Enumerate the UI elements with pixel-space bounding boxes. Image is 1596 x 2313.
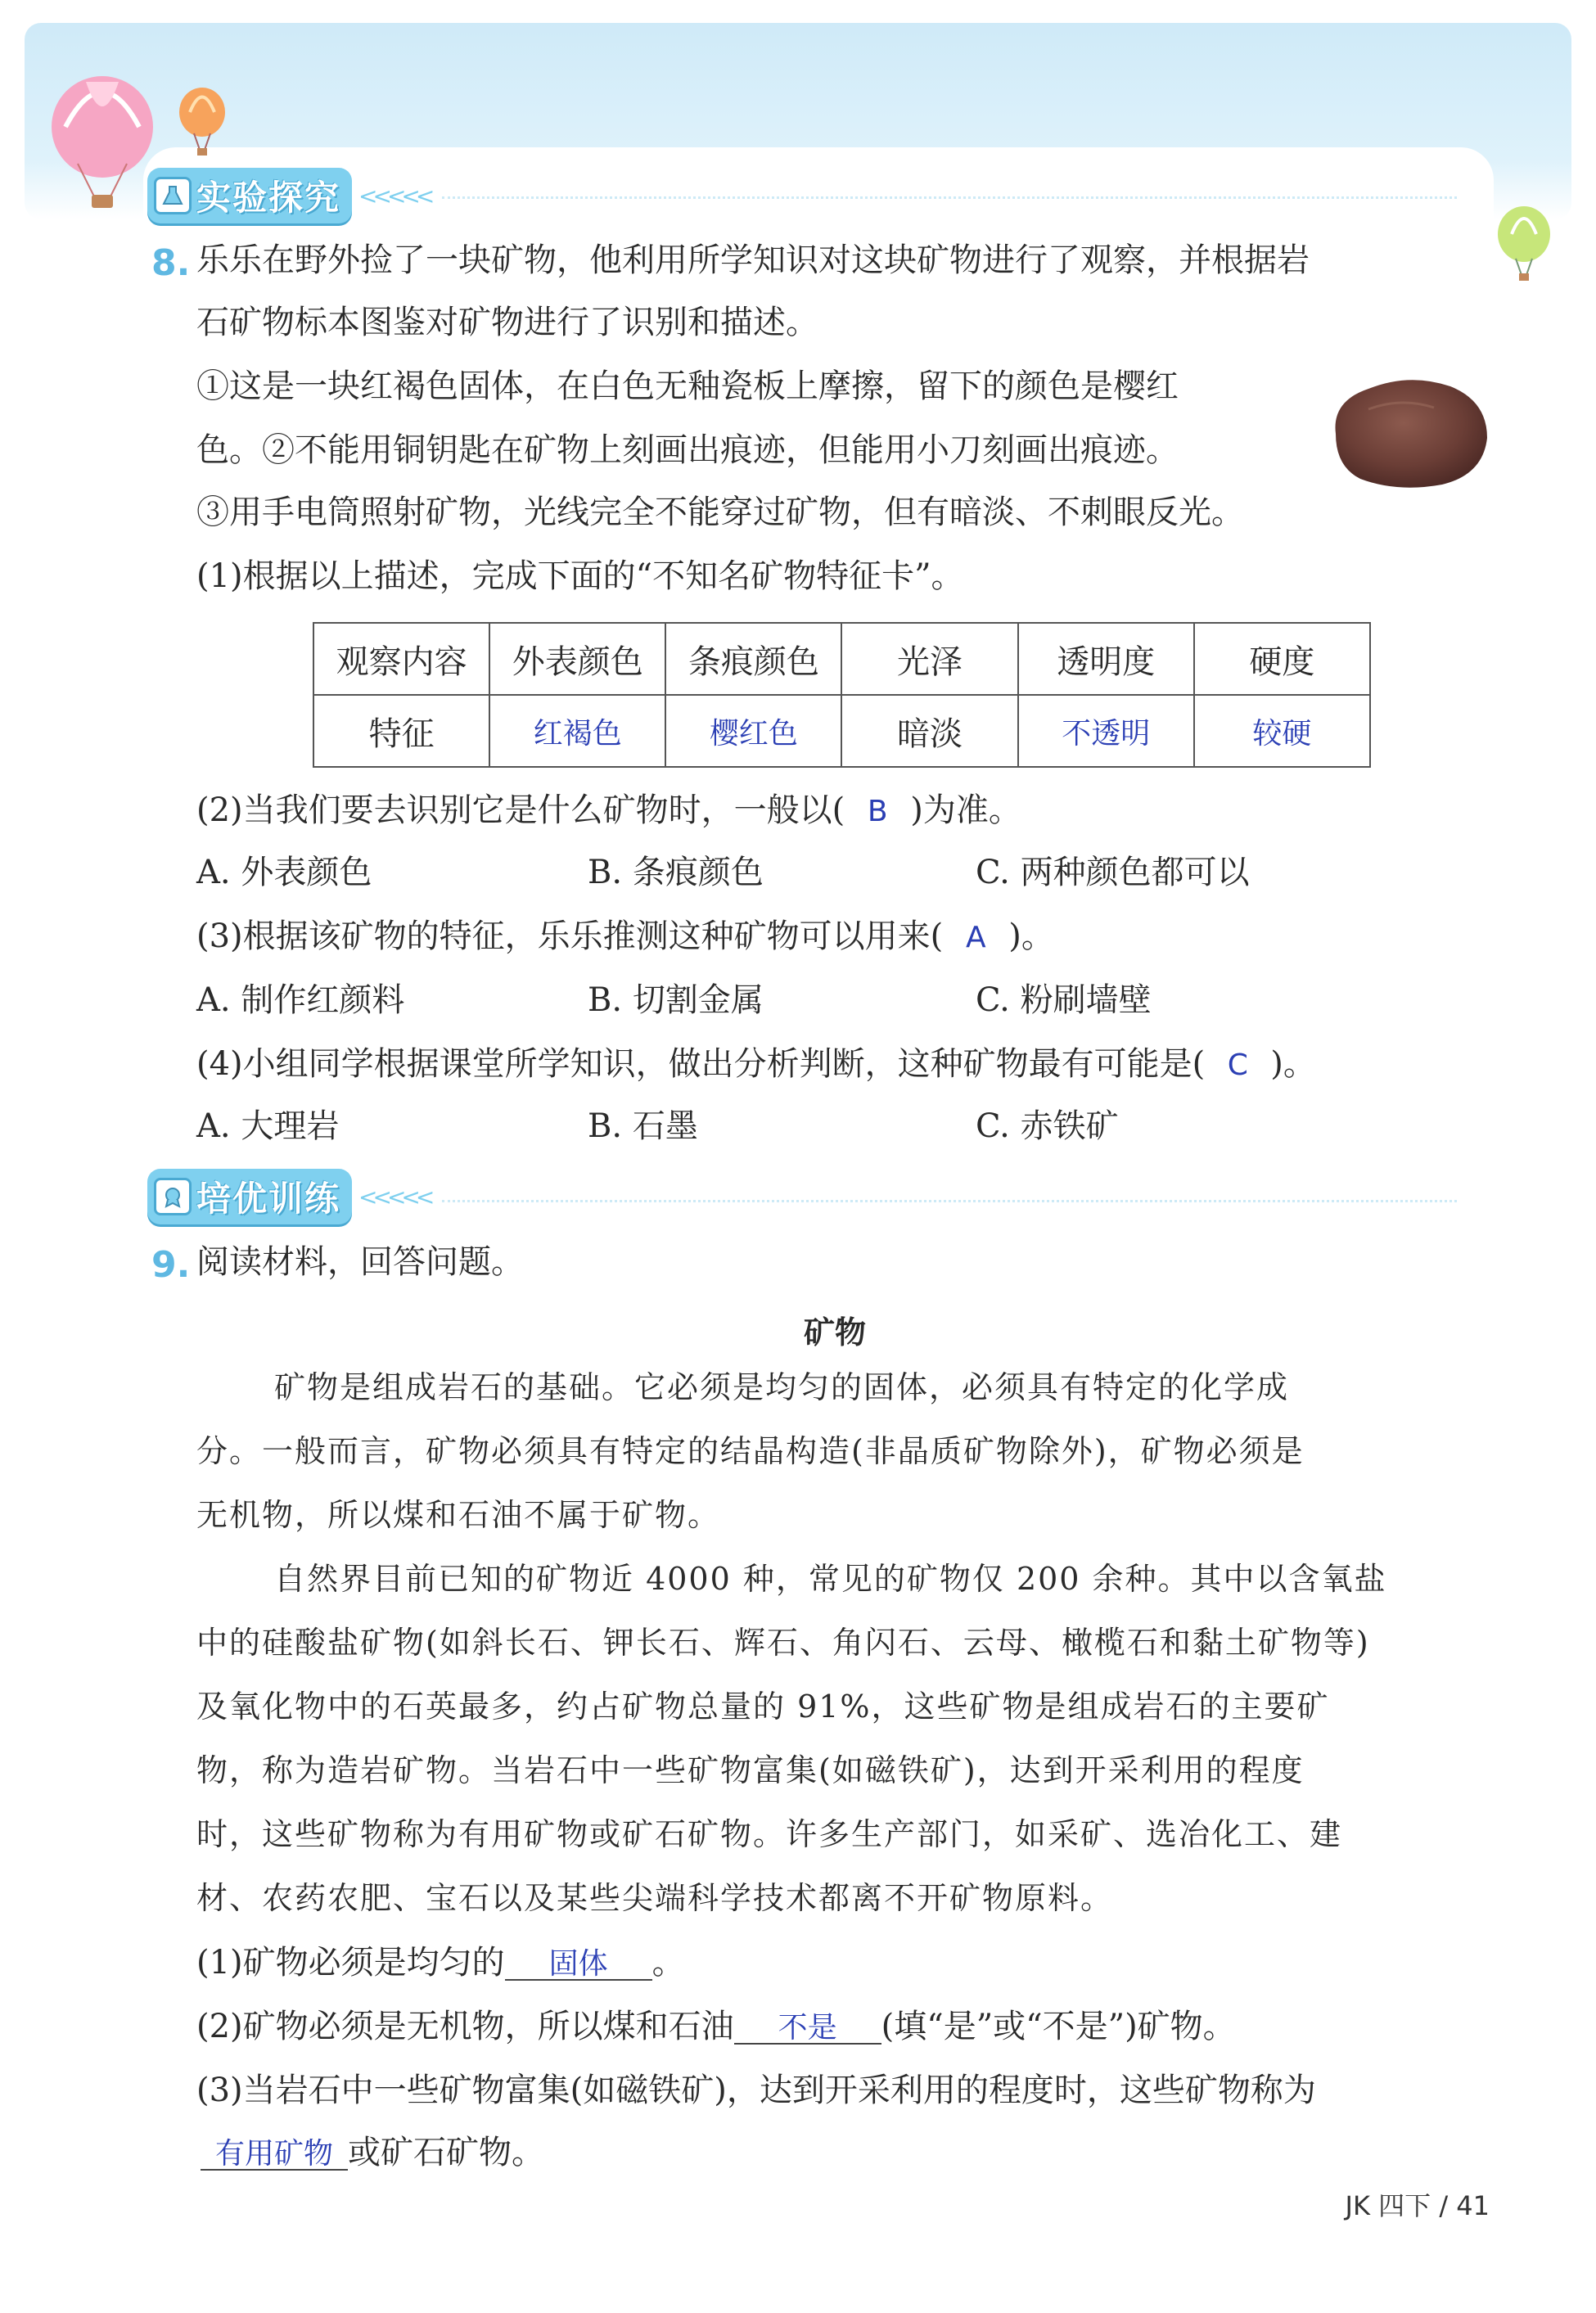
table-header-row: [313, 623, 1370, 695]
table-header-cell: 硬度: [1194, 623, 1370, 695]
answer-choice: A: [965, 921, 986, 954]
table-header-cell: 外表颜色: [489, 623, 665, 695]
sub-question-4: [196, 1045, 1316, 1083]
question-stem: 阅读材料，回答问题。: [196, 1243, 524, 1281]
section-tag-box: [147, 168, 352, 223]
section-title: 培优训练: [196, 1179, 341, 1219]
green-balloon-icon: [1491, 203, 1557, 285]
sub-question-4-end: )。: [1270, 1045, 1316, 1083]
question-number: 8.: [151, 242, 191, 284]
flask-icon: [154, 177, 192, 214]
option-a: A. 大理岩: [196, 1107, 340, 1145]
option-c: C. 赤铁矿: [976, 1107, 1119, 1145]
table-header-cell: 观察内容: [313, 623, 489, 695]
article-line: 物，称为造岩矿物。当岩石中一些矿物富集(如磁铁矿)，达到开采利用的程度: [196, 1752, 1305, 1788]
section-tag-advanced-training: [147, 1169, 430, 1224]
article-line: 分。一般而言，矿物必须具有特定的结晶构造(非晶质矿物除外)，矿物必须是: [196, 1433, 1305, 1469]
article-line: 时，这些矿物称为有用矿物或矿石矿物。许多生产部门，如采矿、选冶化工、建: [196, 1816, 1343, 1852]
option-a: A. 外表颜色: [196, 854, 372, 891]
table-header-cell: 条痕颜色: [665, 623, 841, 695]
orange-balloon-icon: [174, 86, 231, 160]
answer-choice: B: [867, 795, 888, 828]
description-line: ①这是一块红褐色固体，在白色无釉瓷板上摩擦，留下的颜色是樱红: [196, 367, 1179, 405]
page-footer: JK 四下 / 41: [1345, 2190, 1490, 2221]
fill-question-3: (3)当岩石中一些矿物富集(如磁铁矿)，达到开采利用的程度时，这些矿物称为: [196, 2072, 1316, 2109]
answer-blank: 固体: [505, 1950, 652, 1981]
description-line: ③用手电筒照射矿物，光线完全不能穿过矿物，但有暗淡、不刺眼反光。: [196, 494, 1244, 531]
sub-question-4-text: (4)小组同学根据课堂所学知识，做出分析判断，这种矿物最有可能是(: [196, 1045, 1206, 1083]
article-line: 中的硅酸盐矿物(如斜长石、钾长石、辉石、角闪石、云母、橄榄石和黏土矿物等): [196, 1625, 1370, 1661]
table-header-cell: 光泽: [841, 623, 1017, 695]
option-c: C. 粉刷墙壁: [976, 981, 1152, 1019]
article-title: 矿物: [803, 1314, 866, 1350]
fill-question-1: [196, 1946, 685, 1981]
arrow-decoration: <<<<<: [358, 1183, 431, 1211]
question-stem-line: 石矿物标本图鉴对矿物进行了识别和描述。: [196, 304, 818, 341]
option-b: B. 石墨: [588, 1107, 698, 1145]
option-b: B. 切割金属: [588, 981, 764, 1019]
option-c: C. 两种颜色都可以: [976, 854, 1250, 891]
pink-balloon-icon: [41, 74, 164, 213]
article-line: 自然界目前已知的矿物近 4000 种，常见的矿物仅 200 余种。其中以含氧盐: [274, 1561, 1387, 1597]
question-stem-line: 乐乐在野外捡了一块矿物，他利用所学知识对这块矿物进行了观察，并根据岩: [196, 241, 1310, 279]
answer-blank: 有用矿物: [201, 2139, 348, 2171]
sub-question-3-end: )。: [1008, 918, 1054, 955]
section-divider: [442, 196, 1457, 199]
fill-question-2: [196, 2010, 1236, 2045]
article-line: 矿物是组成岩石的基础。它必须是均匀的固体，必须具有特定的化学成: [274, 1369, 1290, 1405]
fill-question-2-end: (填“是”或“不是”)矿物。: [881, 2008, 1236, 2045]
medal-icon: [154, 1178, 192, 1215]
table-cell-luster: 暗淡: [841, 695, 1017, 767]
table-row: [313, 695, 1370, 767]
section-title: 实验探究: [196, 178, 341, 218]
sub-question-3-text: (3)根据该矿物的特征，乐乐推测这种矿物可以用来(: [196, 918, 944, 955]
fill-question-3-continued: [201, 2136, 544, 2171]
arrow-decoration: <<<<<: [358, 182, 431, 210]
answer-transparency: 不透明: [1018, 695, 1194, 767]
sub-question-2: [196, 791, 1021, 829]
sub-question-1: (1)根据以上描述，完成下面的“不知名矿物特征卡”。: [196, 557, 964, 595]
option-a: A. 制作红颜料: [196, 981, 405, 1019]
option-b: B. 条痕颜色: [588, 854, 764, 891]
answer-hardness: 较硬: [1194, 695, 1370, 767]
fill-question-1-end: 。: [651, 1944, 685, 1982]
article-line: 及氧化物中的石英最多，约占矿物总量的 91%，这些矿物是组成岩石的主要矿: [196, 1689, 1330, 1725]
question-number: 9.: [151, 1244, 191, 1286]
fill-question-1-text: (1)矿物必须是均匀的: [196, 1944, 505, 1982]
answer-choice: C: [1227, 1048, 1248, 1082]
answer-surface-color: 红褐色: [489, 695, 665, 767]
mineral-feature-card-table: [313, 622, 1371, 768]
sub-question-2-text: (2)当我们要去识别它是什么矿物时，一般以(: [196, 791, 845, 829]
description-line: 色。②不能用铜钥匙在矿物上刻画出痕迹，但能用小刀刻画出痕迹。: [196, 431, 1179, 469]
section-tag-experiment: [147, 168, 430, 223]
fill-question-3-end: 或矿石矿物。: [348, 2134, 544, 2171]
section-divider: [442, 1200, 1457, 1202]
answer-blank: 不是: [734, 2013, 881, 2045]
mineral-rock-image: [1319, 368, 1495, 495]
sub-question-3: [196, 920, 1054, 953]
section-tag-box: [147, 1169, 352, 1224]
answer-streak-color: 樱红色: [665, 695, 841, 767]
fill-question-2-text: (2)矿物必须是无机物，所以煤和石油: [196, 2008, 734, 2045]
sub-question-2-end: )为准。: [910, 791, 1021, 829]
table-row-label: 特征: [313, 695, 489, 767]
article-line: 无机物，所以煤和石油不属于矿物。: [196, 1497, 721, 1533]
table-header-cell: 透明度: [1018, 623, 1194, 695]
article-line: 材、农药农肥、宝石以及某些尖端科学技术都离不开矿物原料。: [196, 1880, 1114, 1916]
